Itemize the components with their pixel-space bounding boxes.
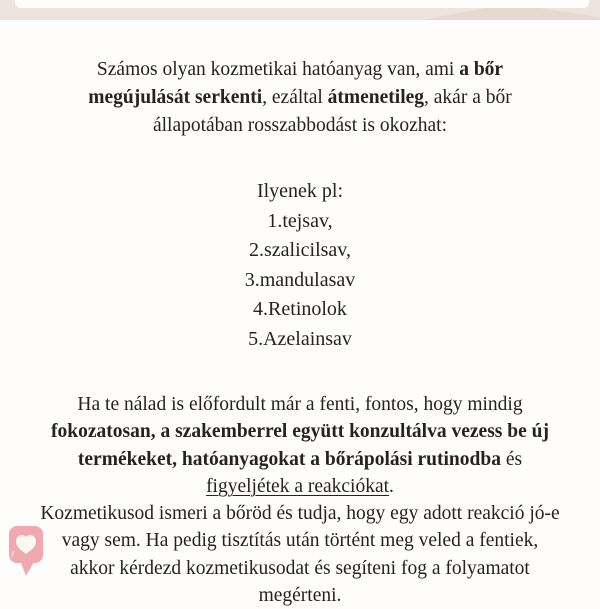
advice-line-2: fokozatosan, a szakemberrel együtt konzultálva vezess be új (51, 421, 549, 443)
advice-line-4: figyeljétek a reakciókat. (206, 475, 394, 497)
advice-paragraph (0, 391, 600, 609)
intro-line-2: megújulását serkenti, ezáltal átmenetileg, akár a bőr (88, 87, 512, 108)
intro-line-1: Számos olyan kozmetikai hatóanyag van, ami a bőr (96, 59, 504, 80)
closing-line-3: akkor kérdezd kozmetikusodat és segíteni fog a folyamatot (70, 557, 530, 579)
advice-line-3: termékeket, hatóanyagokat a bőrápolási rutinodba és (77, 448, 523, 470)
example-item: 3.mandulasav (244, 268, 356, 291)
heart-in-speech-bubble-icon (8, 523, 44, 577)
examples-list (0, 177, 600, 354)
examples-heading: Ilyenek pl: (256, 180, 344, 202)
closing-line-1: Kozmetikusod ismeri a bőröd és tudja, hogy egy adott reakció jó-e (40, 503, 560, 525)
advice-line-1: Ha te nálad is előfordult már a fenti, fontos, hogy mindig (77, 394, 523, 415)
example-item: 4.Retinolok (253, 298, 347, 320)
example-item: 5.Azelainsav (248, 327, 352, 350)
example-item: 1.tejsav, (267, 209, 333, 232)
intro-paragraph (0, 56, 600, 140)
closing-line-4: megérteni. (258, 585, 342, 607)
story-progress-bar (15, 0, 589, 8)
intro-line-3: állapotában rosszabbodást is okozhat: (152, 115, 448, 136)
underlined-phrase: figyeljétek a reakciókat (206, 475, 390, 497)
closing-line-2: vagy sem. Ha pedig tisztítás után történt meg veled a fentiek, (61, 530, 539, 552)
like-notification-sticker[interactable] (8, 523, 44, 577)
example-item: 2.szalicilsav, (248, 239, 351, 261)
